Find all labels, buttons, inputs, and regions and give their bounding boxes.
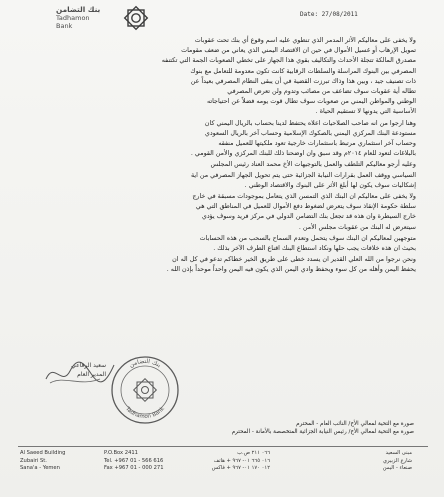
footer-text: مبنى السعيد	[385, 450, 412, 456]
footer-contact-en	[104, 450, 164, 473]
body-line: تطاله أية عقوبات سوف تضاعف من مصائب وتدوم ولن تعرض المصرفي	[227, 88, 416, 96]
body-line: بحيث ان هذه خلافات يجب حلها ونكاد استطاع البنك اقناع الطرف الآخر بذلك .	[213, 245, 416, 253]
footer-text: ٠١٢ ١٧٠ ٠١- ٩٦٧ + فاكس	[211, 465, 270, 471]
body-line: سلطة حكومة الإنقاذ سوف يتعرض لضغوط دفع الأموال للعميل في المناطق التي هي	[195, 203, 416, 211]
stamp-text-arabic: بنك التضامن	[128, 357, 163, 369]
signatory-name: سعيد الرفاعي	[71, 362, 106, 369]
signatory-title: المدير العام	[77, 371, 106, 378]
body-line: متوجهين لمعاليكم ان البنك سوف يتحمل وتعدم السماح بالسحب من هذه الحسابات	[199, 234, 416, 242]
body-line: يحفظ اليمن وأهله من كل سوء ويحفظ وادي اليمن الذي يكون فيه اليمن واحداً موحداً بإذن الله .	[166, 266, 416, 274]
body-line: وحساب آخر استثماري مرتبط باستثمارات خارجية تعود ملكيتها للعميل منفقه	[218, 140, 416, 148]
body-line: ولا يخفى على معاليكم الأثر المدمر الذي تنطوي عليه اسم وقوع أي بنك تحت عقوبات	[194, 37, 416, 44]
body-line: بالبلاغات لتعود للعام ٢٠١٤م وقد سبق وان اوضحنا ذلك للبنك المركزي والأمن القومي .	[190, 150, 416, 158]
body-line: الأساسية التي يدونها لا تستقيم الحياة .	[315, 108, 416, 116]
footer-address-ar	[300, 450, 412, 473]
footer-divider	[18, 446, 428, 447]
letter-body	[32, 36, 416, 276]
svg-text:Tadhamon Bank	[123, 405, 166, 420]
letterhead-footer	[18, 450, 428, 490]
body-line: وهنا ارجوا من انه صاحب الصلاحيات اعلاه يحتفظ لدينا بحساب بالريال اليمني كان	[204, 119, 416, 127]
body-line: إشكاليات سوف يكون لها أبلغ الأثر على البنوك والاقتصاد الوطني .	[244, 181, 416, 189]
body-line: ذات تصنيف جيد ، وبين هذا وذاك تبرزت القضية في أن يبقى النظام المصرفي بعيداً عن	[190, 77, 416, 85]
footer-text: Al Saeed Building	[20, 450, 66, 456]
body-line: خارج السيطرة وان هذه قد تجعل بنك التضامن الدولي في مركز فريد وسوف يؤدي	[201, 213, 416, 221]
body-line: مستودعة البنك المركزي اليمني بالصكوك الإسلامية وحساب آخر بالريال السعودي	[204, 129, 416, 137]
bank-emblem-icon	[121, 3, 151, 33]
footer-text: Sana'a - Yemen	[20, 465, 60, 471]
body-line: الوطني والمواطن اليمني من صعوبات سوف تطال قوت يومه فضلاً عن احتياجاته	[206, 98, 416, 106]
signatory	[46, 361, 106, 379]
footer-text: Zubairi St.	[20, 457, 47, 464]
footer-contact-ar	[186, 450, 270, 473]
body-line: مصدرق المالكة تتجلة الأحداث والتكاليف بقوي هذا الجهاز على تخطي الصعوبات الجمة التي تكتنفه	[161, 57, 416, 65]
bank-name-english-line2: Bank	[56, 22, 73, 30]
letter-date: Date: 27/08/2011	[300, 11, 358, 18]
stamp-text-english: Tadhamon Bank	[124, 406, 166, 421]
body-line: ونحن نرجوا من الله العلي القدير ان يسدد خطى على طريق الخير خطاكم تدعو في كل اله ان	[172, 256, 416, 264]
cc-line: صورة مع التحية لمعالي الأخ/ رئيس النيابة الجزائية المتخصصة بالأمانة - المحترم	[231, 429, 414, 436]
body-line: سيتعرض له البنك من عقوبات مجلس الأمن .	[298, 223, 416, 231]
body-line: تمويل الإرهاب أو غسيل الأموال في حين ان الاقتصاد اليمني الذي يعاني من ضعف مقومات	[181, 47, 416, 55]
bank-logo	[56, 3, 156, 35]
body-line: وعليه أرجو معاليكم التلطف والعمل بالتوجيهات الأخ محمد العناد رئيس المجلس	[210, 161, 416, 169]
bank-name-arabic: بنك التضامن	[56, 5, 101, 14]
bank-stamp-icon	[108, 353, 182, 427]
carbon-copy-list	[150, 420, 414, 437]
footer-text: Fax +967 01 - 000 271	[104, 465, 164, 471]
footer-text: ٠٦٦ ٢١١ ص.ب	[237, 450, 270, 456]
footer-text: صنعاء - اليمن	[382, 465, 412, 471]
body-line: ولا يخفى على معاليكم ان البنك الذي التمسن الذي يتعامل بموجودات مسبقة في خارج	[192, 193, 416, 201]
signature-block	[40, 353, 170, 423]
body-line: المصرفي بين البنوك المراسلة والسلطات الرقابية كانت تكون معدومة للتعامل مع بنوك	[190, 67, 416, 75]
footer-address-en	[20, 450, 80, 473]
body-line: السياسي ووقف العمل بقرارات النيابة الجزائية حتى يتم تحويل الجهاز المصرفي من اية	[190, 171, 416, 179]
footer-text: P.O.Box 2411	[104, 450, 138, 456]
bank-name-english-line1: Tadhamon	[56, 14, 90, 22]
footer-text: شارع الزبيري	[383, 457, 412, 464]
footer-text: ٠١٦ ٦٦٥ ٠١- ٩٦٧ + هاتف	[213, 457, 270, 464]
cc-line: صورة مع التحية لمعالي الأخ/ النائب العام - المحترم	[296, 421, 414, 427]
footer-text: Tel. +967 01 - 566 616	[104, 457, 164, 464]
bank-name	[56, 6, 116, 30]
